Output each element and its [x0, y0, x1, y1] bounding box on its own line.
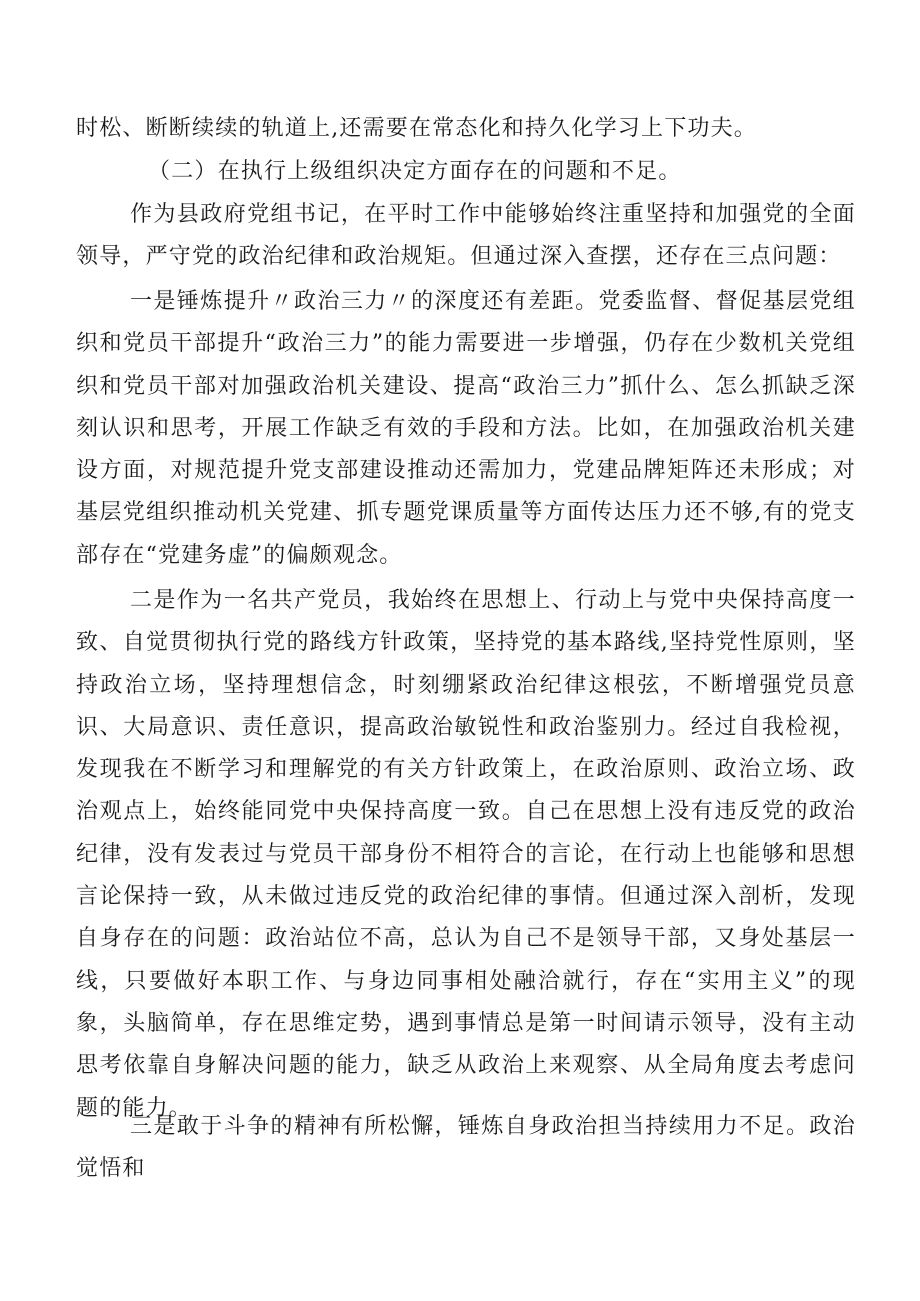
- paragraph-intro: 作为县政府党组书记，在平时工作中能够始终注重坚持和加强党的全面领导，严守党的政治纪律和政治规矩。但通过深入查摆，还存在三点问题：: [76, 202, 856, 270]
- paragraph-point-three: 三是敢于斗争的精神有所松懈，锤炼自身政治担当持续用力不足。政治觉悟和: [76, 1114, 856, 1182]
- paragraph-point-two: 二是作为一名共产党员，我始终在思想上、行动上与党中央保持高度一致、自觉贯彻执行党的路线方针政策，坚持党的基本路线,坚持党性原则，坚持政治立场，坚持理想信念，时刻绷紧政治纪律这根弦，不断增强党员意识、大局意识、责任意识，提高政治敏锐性和政治鉴别力。经过自我检视，发现我在不断学习和理解党的有关方针政策上，在政治原则、政治立场、政治观点上，始终能同党中央保持高度一致。自己在思想上没有违反党的政治纪律，没有发表过与党员干部身份不相符合的言论，在行动上也能够和思想言论保持一致，从未做过违反党的政治纪律的事情。但通过深入剖析，发现自身存在的问题：政治站位不高，总认为自己不是领导干部，又身处基层一线，只要做好本职工作、与身边同事相处融洽就行，存在“实用主义”的现象，头脑简单，存在思维定势，遇到事情总是第一时间请示领导，没有主动思考依靠自身解决问题的能力，缺乏从政治上来观察、从全局角度去考虑问题的能力。: [76, 588, 856, 1121]
- paragraph-point-one: 一是锤炼提升〃政治三力〃的深度还有差距。党委监督、督促基层党组织和党员干部提升“政治三力”的能力需要进一步增强，仍存在少数机关党组织和党员干部对加强政治机关建设、提高“政治三力”抓什么、怎么抓缺乏深刻认识和思考，开展工作缺乏有效的手段和方法。比如，在加强政治机关建设方面，对规范提升党支部建设推动还需加力，党建品牌矩阵还未形成；对基层党组织推动机关党建、抓专题党课质量等方面传达压力还不够,有的党支部存在“党建务虚”的偏颇观念。: [76, 289, 856, 568]
- paragraph-continuation: 时松、断断续续的轨道上,还需要在常态化和持久化学习上下功夫。: [76, 116, 757, 141]
- section-heading: （二）在执行上级组织决定方面存在的问题和不足。: [148, 159, 682, 184]
